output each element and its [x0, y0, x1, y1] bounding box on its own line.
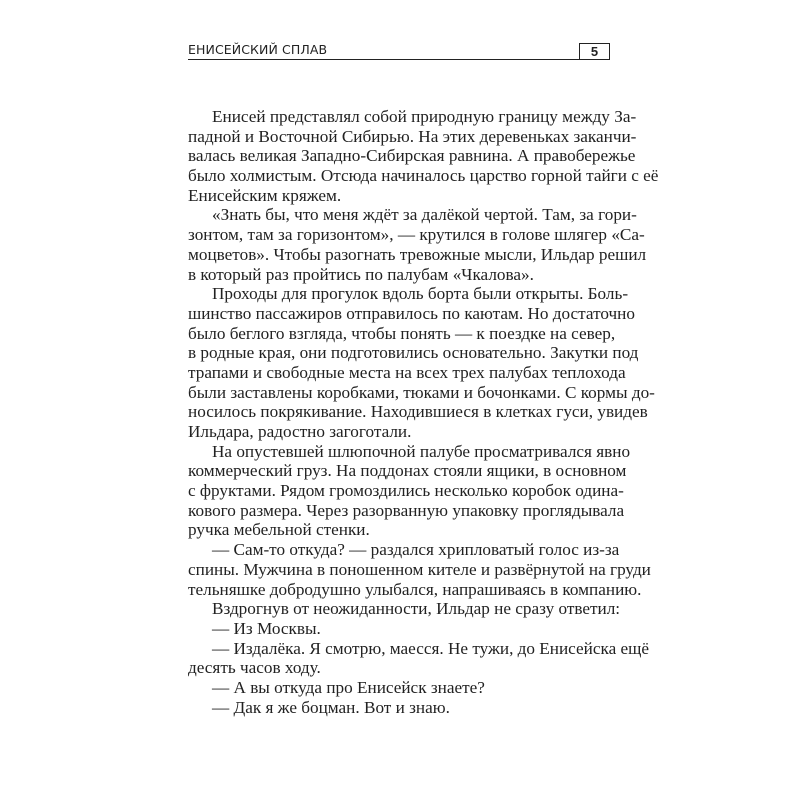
paragraph — [188, 205, 647, 284]
text-line: были заставлены коробками, тюками и бочонками. С кормы до- — [188, 382, 655, 402]
text-line: в который раз пройтись по палубам «Чкалова». — [188, 264, 534, 284]
text-line: — Издалёка. Я смотрю, маесся. Не тужи, до Енисейска ещё — [212, 638, 649, 658]
text-line: шинство пассажиров отправилось по каютам. Но достаточно — [188, 303, 635, 323]
text-line: коммерческий груз. На поддонах стояли ящики, в основном — [188, 461, 627, 481]
text-line: Енисейским кряжем. — [188, 185, 342, 205]
text-line: Проходы для прогулок вдоль борта были открыты. Боль- — [212, 284, 629, 304]
text-line: ручка мебельной стенки. — [188, 520, 370, 540]
text-line: трапами и свободные места на всех трех палубах теплохода — [188, 362, 626, 382]
text-line: — А вы откуда про Енисейск знаете? — [212, 677, 485, 697]
text-line: — Из Москвы. — [212, 618, 321, 638]
book-body-text — [188, 107, 659, 717]
text-line: На опустевшей шлюпочной палубе просматривался явно — [212, 441, 631, 461]
paragraph — [188, 540, 651, 599]
page-number: 5 — [579, 43, 610, 59]
running-header-title: ЕНИСЕЙСКИЙ СПЛАВ — [188, 42, 328, 57]
text-line: Енисей представлял собой природную границу между За- — [212, 107, 637, 126]
text-line: кового размера. Через разорванную упаковку проглядывала — [188, 500, 625, 520]
text-line: Ильдара, радостно загоготали. — [188, 422, 412, 441]
text-line: — Дак я же боцман. Вот и знаю. — [212, 697, 450, 717]
paragraph — [188, 441, 631, 540]
text-line: носилось покрякивание. Находившиеся в клетках гуси, увидев — [188, 402, 648, 422]
paragraph — [188, 599, 621, 619]
text-line: было холмистым. Отсюда начиналось царство горной тайги с её — [188, 166, 659, 186]
text-line: — Сам-то откуда? — раздался хрипловатый голос из-за — [212, 540, 620, 560]
paragraph — [188, 638, 649, 678]
text-line: с фруктами. Рядом громоздились несколько коробок одина- — [188, 481, 624, 501]
text-line: падной и Восточной Сибирью. На этих деревеньках заканчи- — [188, 126, 637, 146]
text-line: зонтом, там за горизонтом», — крутился в голове шлягер «Са- — [188, 225, 645, 245]
paragraph — [188, 107, 659, 205]
text-line: тельняшке добродушно улыбался, напрашиваясь в компанию. — [188, 579, 642, 599]
paragraph — [188, 619, 604, 639]
text-line: спины. Мужчина в поношенном кителе и развёрнутой на груди — [188, 559, 651, 579]
text-line: в родные края, они подготовились основательно. Закутки под — [188, 343, 639, 363]
text-line: моцветов». Чтобы разогнать тревожные мысли, Ильдар решил — [188, 244, 647, 264]
paragraph — [188, 284, 655, 442]
text-line: Вздрогнув от неожиданности, Ильдар не сразу ответил: — [212, 599, 621, 619]
text-line: было беглого взгляда, чтобы понять — к поездке на север, — [188, 323, 616, 343]
paragraph — [188, 698, 604, 718]
text-line: валась великая Западно-Сибирская равнина. А правобережье — [188, 146, 636, 166]
text-line: «Знать бы, что меня ждёт за далёкой чертой. Там, за гори- — [212, 205, 637, 225]
text-line: десять часов ходу. — [188, 658, 321, 678]
running-header — [188, 40, 610, 60]
paragraph — [188, 678, 604, 698]
